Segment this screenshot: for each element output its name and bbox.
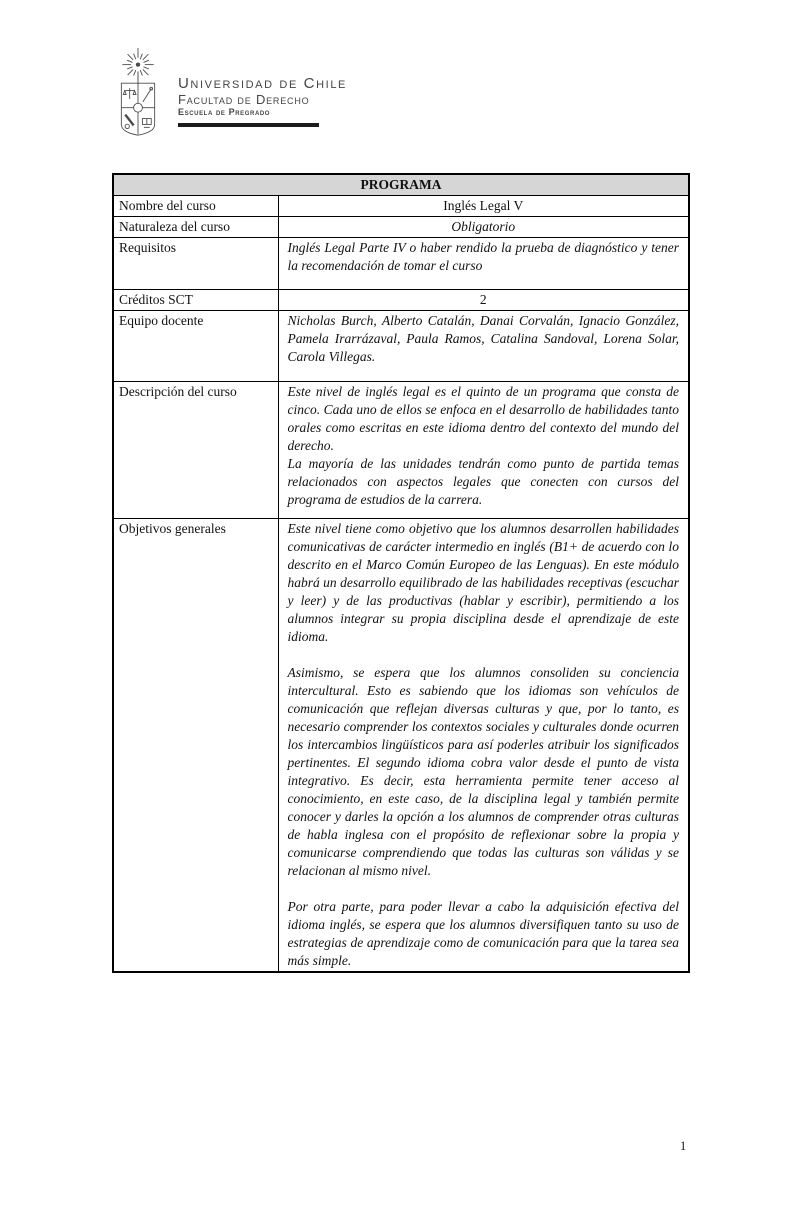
book-icon: [142, 119, 151, 128]
row-value-naturaleza-del-curso: Obligatorio: [278, 217, 689, 238]
row-value-creditos-sct: 2: [278, 290, 689, 311]
row-value-nombre-del-curso: Inglés Legal V: [278, 196, 689, 217]
letterhead-text: [178, 46, 347, 127]
cannon-icon: [125, 115, 134, 129]
row-value-requisitos: Inglés Legal Parte IV o haber rendido la prueba de diagnóstico y tener la recomendación de tomar el curso: [278, 238, 689, 290]
row-value-objetivos-generales: [278, 519, 689, 973]
row-label-creditos-sct: Créditos SCT: [113, 290, 278, 311]
program-table: [112, 173, 690, 973]
school-name: Escuela de Pregrado: [178, 107, 271, 117]
university-crest-icon: [113, 46, 163, 144]
page-number: 1: [680, 1139, 687, 1153]
row-label-descripcion-del-curso: Descripción del curso: [113, 382, 278, 519]
objectives-paragraph: Por otra parte, para poder llevar a cabo la adquisición efectiva del idioma inglés, se espera que los alumnos diversifiquen tanto su uso de estrategias de aprendizaje como de comunicación para que la tarea sea más simple.: [287, 899, 679, 968]
row-label-requisitos: Requisitos: [113, 238, 278, 290]
table-row: [113, 519, 689, 973]
table-row: [113, 217, 689, 238]
row-label-nombre-del-curso: Nombre del curso: [113, 196, 278, 217]
row-label-equipo-docente: Equipo docente: [113, 311, 278, 382]
row-label-naturaleza-del-curso: Naturaleza del curso: [113, 217, 278, 238]
scales-icon: [123, 88, 136, 99]
table-row: [113, 238, 689, 290]
table-title: PROGRAMA: [113, 174, 689, 196]
table-row: [113, 290, 689, 311]
staff-icon: [143, 87, 153, 102]
row-value-descripcion-del-curso: [278, 382, 689, 519]
sunburst-icon: [122, 48, 153, 83]
university-name: Universidad de Chile: [178, 75, 347, 92]
table-row: [113, 382, 689, 519]
description-paragraph: Este nivel de inglés legal es el quinto de un programa que consta de cinco. Cada uno de ellos se enfoca en el desarrollo de habilidades tanto orales como escritas en este idioma dentro del contexto del mundo del derecho.: [287, 384, 679, 453]
faculty-name: Facultad de Derecho: [178, 92, 310, 107]
letterhead: [113, 46, 347, 144]
table-row: [113, 311, 689, 382]
row-value-equipo-docente: Nicholas Burch, Alberto Catalán, Danai Corvalán, Ignacio González, Pamela Irarrázaval, Paula Ramos, Catalina Sandoval, Lorena Solar, Carola Villegas.: [278, 311, 689, 382]
row-label-objetivos-generales: Objetivos generales: [113, 519, 278, 973]
header-rule: [178, 123, 319, 127]
table-row: [113, 196, 689, 217]
table-row: [113, 174, 689, 196]
shield-icon: [121, 83, 154, 135]
objectives-paragraph: Este nivel tiene como objetivo que los alumnos desarrollen habilidades comunicativas de carácter intermedio en inglés (B1+ de acuerdo con lo descrito en el Marco Común Europeo de las Lenguas). En este módulo habrá un desarrollo equilibrado de las habilidades receptivas (escuchar y leer) y de las productivas (hablar y escribir), permitiendo a los alumnos integrar su propia disciplina desde el aprendizaje de este idioma.: [287, 521, 679, 644]
description-paragraph: La mayoría de las unidades tendrán como punto de partida temas relacionados con aspectos legales que conecten con cursos del programa de estudios de la carrera.: [287, 456, 679, 507]
objectives-paragraph: Asimismo, se espera que los alumnos consoliden su conciencia intercultural. Esto es sabiendo que los idiomas son vehículos de comunicación que reflejan diversas culturas y que, por lo tanto, es necesario comprender los contextos sociales y culturales donde ocurren los intercambios lingüísticos para así poderles atribuir los significados pertinentes. El segundo idioma cobra valor desde el punto de vista integrativo. Es decir, esta herramienta permite tener acceso al conocimiento, en este caso, de la disciplina legal y también permite conocer y darles la opción a los alumnos de comprender otras culturas de habla inglesa con el propósito de reflexionar sobre la propia y comunicarse comprendiendo que todas las culturas son válidas y se relacionan al mismo nivel.: [287, 665, 679, 878]
